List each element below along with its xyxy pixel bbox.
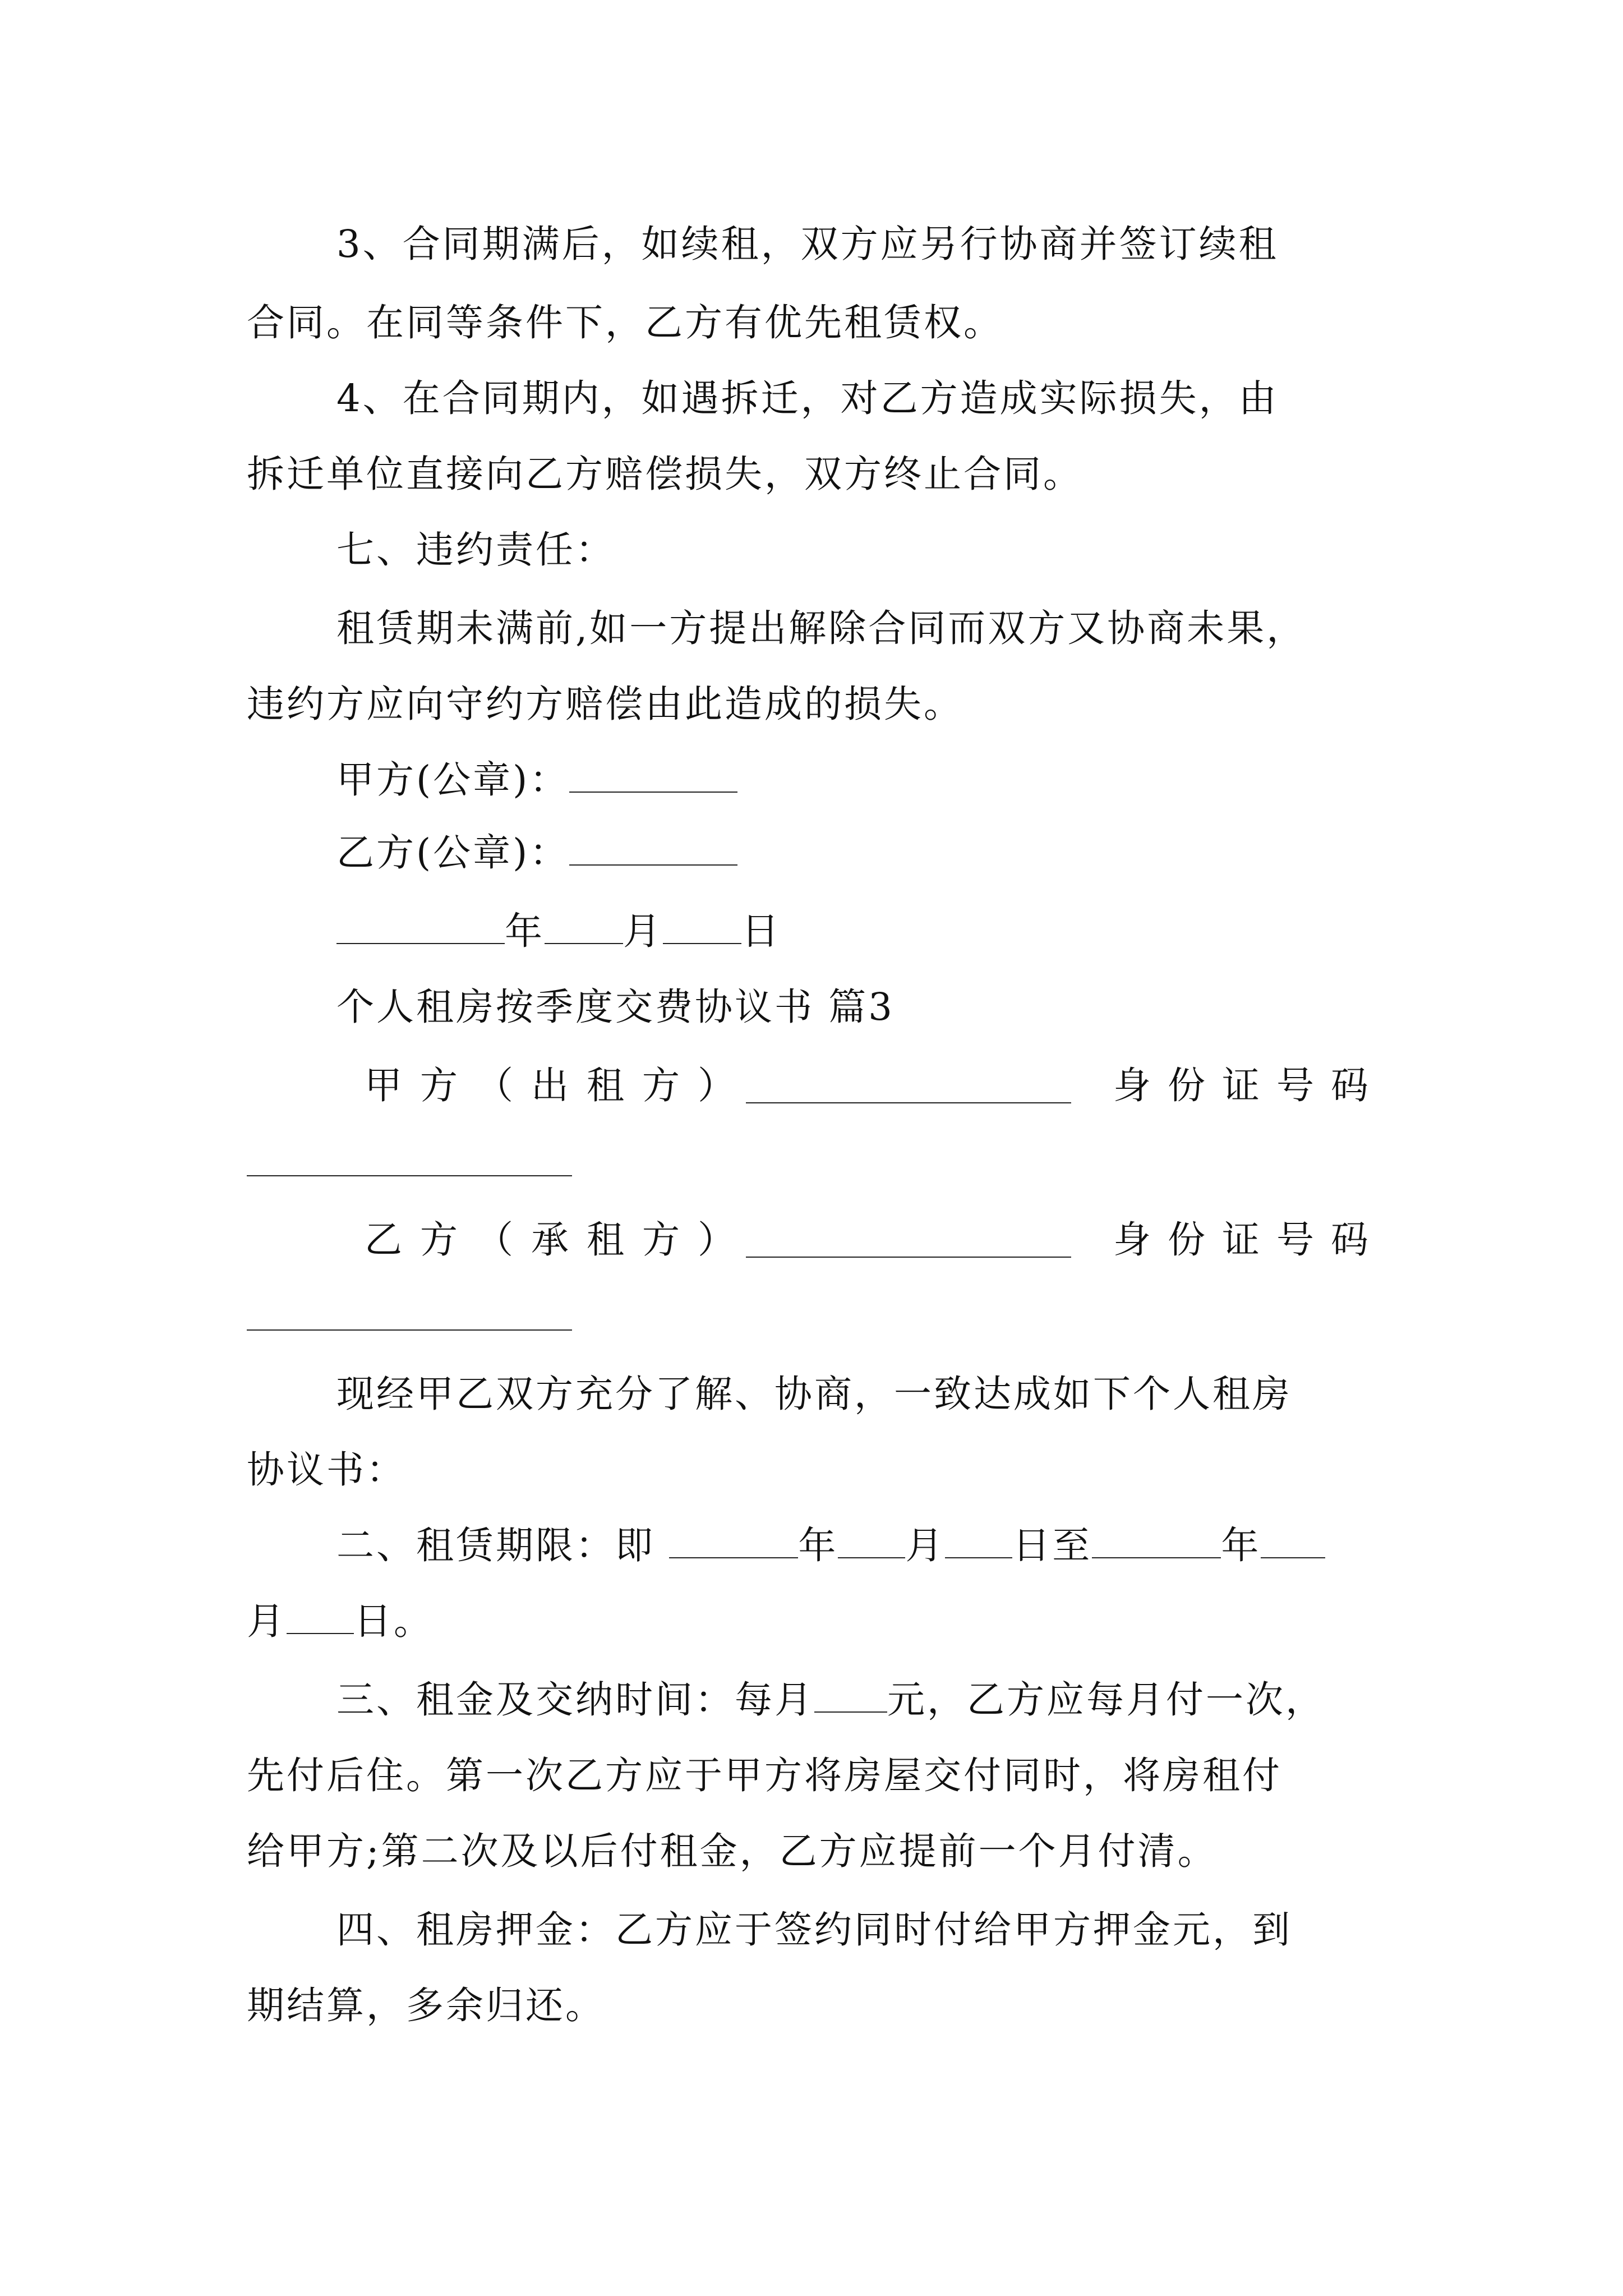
section-3-line-2: 先付后住。第一次乙方应于甲方将房屋交付同时，将房租付 — [247, 1754, 1282, 1797]
end-year-blank — [1092, 1525, 1221, 1558]
party-a-id-label: 身份证号码 — [1113, 1064, 1385, 1107]
start-month-label: 月 — [905, 1524, 946, 1567]
section-3-line-1 — [336, 1677, 1325, 1722]
party-a-label: 甲方（出租方） — [365, 1064, 753, 1107]
party-b-id-blank — [247, 1329, 572, 1331]
section-2-line-1 — [336, 1523, 1325, 1568]
party-b-seal-label: 乙方(公章)： — [336, 831, 570, 875]
signing-date-line — [336, 909, 781, 954]
end-day-label: 日。 — [354, 1599, 434, 1643]
section-2-line-2 — [247, 1599, 434, 1644]
end-year-label: 年 — [1221, 1524, 1261, 1567]
end-day-blank — [287, 1600, 354, 1634]
intro-line-2: 协议书： — [247, 1448, 406, 1492]
date-year-label: 年 — [505, 909, 545, 953]
clause-3-line-2: 合同。在同等条件下，乙方有优先租赁权。 — [247, 301, 1003, 344]
party-a-seal-blank — [569, 759, 737, 793]
party-b-seal-line — [336, 830, 737, 875]
party-b-id-label: 身份证号码 — [1113, 1218, 1385, 1262]
party-a-seal-label: 甲方(公章)： — [336, 758, 570, 802]
date-month-label: 月 — [623, 909, 663, 953]
section-3-label: 三、租金及交纳时间：每月 — [336, 1678, 814, 1722]
section-2-label: 二、租赁期限：即 — [336, 1524, 655, 1567]
section-4-line-2: 期结算，多余归还。 — [247, 1984, 605, 2027]
party-b-label: 乙方（承租方） — [365, 1218, 753, 1262]
end-month-blank-part — [1261, 1525, 1325, 1558]
party-b-seal-blank — [569, 832, 737, 866]
party-a-seal-line — [336, 757, 737, 802]
date-day-blank — [663, 910, 741, 944]
party-a-name-blank — [746, 1102, 1071, 1103]
section-7-line-2: 违约方应向守约方赔偿由此造成的损失。 — [247, 682, 963, 726]
clause-4-line-2: 拆迁单位直接向乙方赔偿损失，双方终止合同。 — [247, 452, 1083, 496]
date-month-blank — [545, 910, 623, 944]
clause-4-line-1: 4、在合同期内，如遇拆迁，对乙方造成实际损失，由 — [336, 376, 1279, 420]
party-b-name-blank — [746, 1257, 1071, 1258]
end-month-label: 月 — [247, 1599, 287, 1643]
section-7-line-1: 租赁期未满前,如一方提出解除合同而双方又协商未果， — [336, 606, 1307, 650]
section-3-line-3: 给甲方;第二次及以后付租金，乙方应提前一个月付清。 — [247, 1829, 1218, 1873]
start-year-label: 年 — [798, 1524, 838, 1567]
section-3-continuation: 元，乙方应每月付一次， — [887, 1678, 1325, 1722]
date-year-blank — [336, 910, 505, 944]
start-month-blank — [838, 1525, 905, 1558]
clause-3-line-1: 3、合同期满后，如续租，双方应另行协商并签订续租 — [336, 222, 1279, 266]
start-day-blank — [945, 1525, 1012, 1558]
monthly-rent-blank — [814, 1679, 887, 1713]
party-a-id-blank — [247, 1175, 572, 1176]
start-year-blank — [669, 1525, 798, 1558]
section-4-line-1: 四、租房押金：乙方应于签约同时付给甲方押金元，到 — [336, 1908, 1292, 1952]
intro-line-1: 现经甲乙双方充分了解、协商，一致达成如下个人租房 — [336, 1372, 1292, 1416]
date-day-label: 日 — [741, 909, 781, 953]
section-title: 个人租房按季度交费协议书 篇3 — [336, 985, 895, 1029]
section-7-heading: 七、违约责任： — [336, 528, 615, 572]
start-day-to-label: 日至 — [1012, 1524, 1092, 1567]
